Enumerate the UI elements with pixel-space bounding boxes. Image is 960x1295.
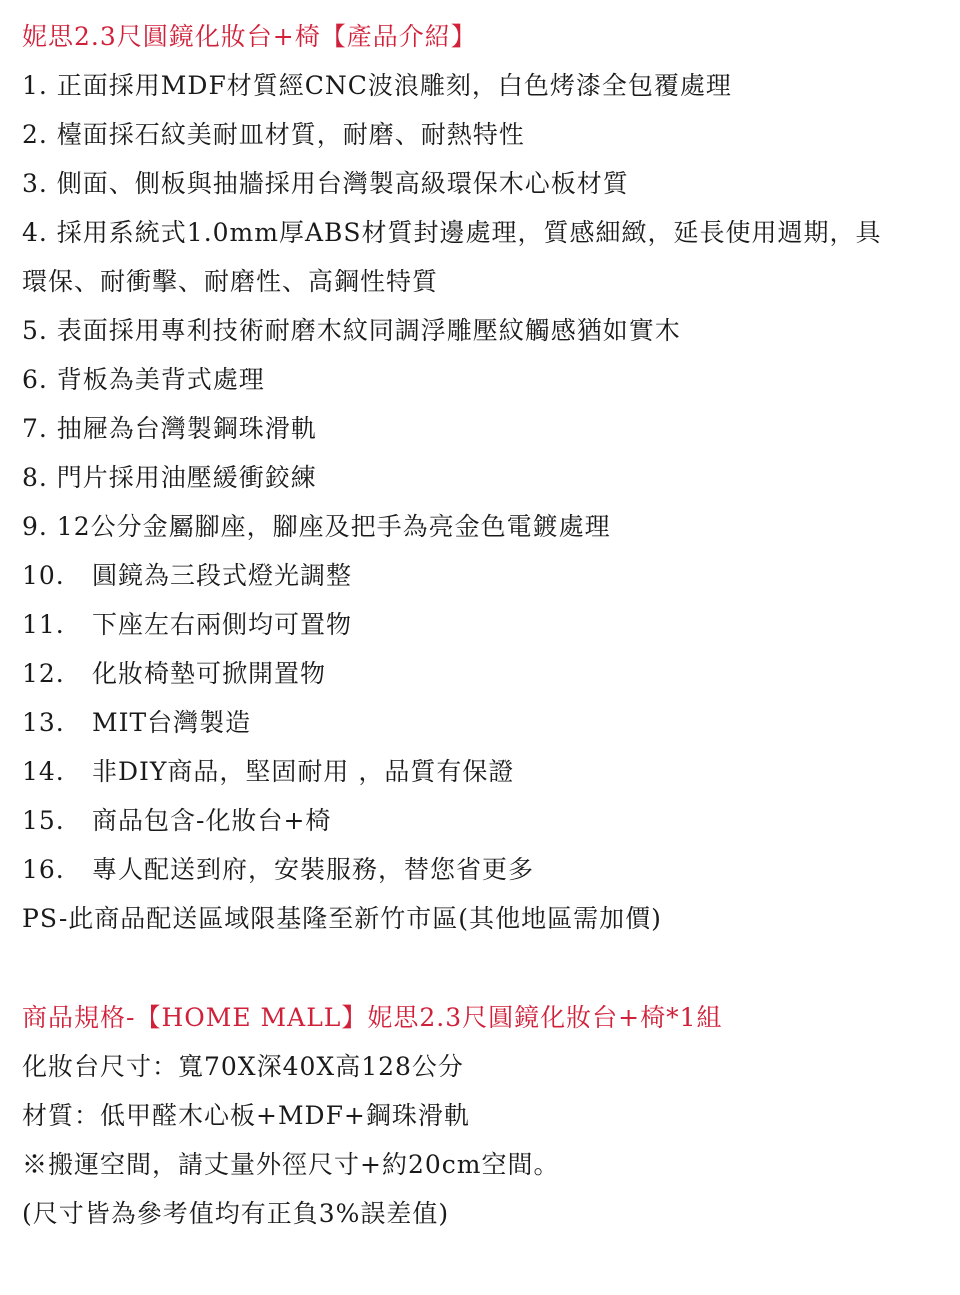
- feature-text: 下座左右兩側均可置物: [92, 610, 353, 639]
- feature-text: 專人配送到府，安裝服務，替您省更多: [92, 855, 535, 884]
- feature-number: 15.: [22, 806, 65, 835]
- feature-line: [22, 796, 942, 845]
- feature-line: 3. 側面、側板與抽牆採用台灣製高級環保木心板材質: [22, 169, 629, 198]
- feature-line: [22, 845, 942, 894]
- feature-text: MIT台灣製造: [92, 708, 252, 737]
- spec-line: 材質：低甲醛木心板+MDF+鋼珠滑軌: [22, 1101, 470, 1130]
- spec-line: ※搬運空間，請丈量外徑尺寸+約20cm空間。: [22, 1150, 560, 1179]
- feature-line: 7. 抽屜為台灣製鋼珠滑軌: [22, 414, 317, 443]
- feature-number: 11.: [22, 610, 65, 639]
- spec-line: (尺寸皆為參考值均有正負3%誤差值): [22, 1199, 450, 1228]
- feature-line: [22, 551, 942, 600]
- spec-heading: 商品規格-【HOME MALL】妮思2.3尺圓鏡化妝台+椅*1組: [22, 1003, 723, 1032]
- product-description: [22, 12, 942, 1238]
- feature-number: 13.: [22, 708, 65, 737]
- ps-note: PS-此商品配送區域限基隆至新竹市區(其他地區需加價): [22, 904, 662, 933]
- feature-line: 2. 檯面採石紋美耐皿材質，耐磨、耐熱特性: [22, 120, 525, 149]
- spec-line: 化妝台尺寸：寬70X深40X高128公分: [22, 1052, 464, 1081]
- feature-text: 商品包含-化妝台+椅: [92, 806, 332, 835]
- feature-line: [22, 747, 942, 796]
- feature-line: [22, 698, 942, 747]
- feature-line: 4. 採用系統式1.0mm厚ABS材質封邊處理，質感細緻，延長使用週期，具: [22, 218, 882, 247]
- feature-text: 化妝椅墊可掀開置物: [92, 659, 327, 688]
- feature-line: 9. 12公分金屬腳座，腳座及把手為亮金色電鍍處理: [22, 512, 611, 541]
- spacer: [22, 943, 942, 992]
- feature-text: 非DIY商品，堅固耐用 ，品質有保證: [92, 757, 515, 786]
- feature-line: 6. 背板為美背式處理: [22, 365, 265, 394]
- feature-line: [22, 600, 942, 649]
- feature-number: 16.: [22, 855, 65, 884]
- feature-line: 5. 表面採用專利技術耐磨木紋同調浮雕壓紋觸感猶如實木: [22, 316, 681, 345]
- feature-line-continued: 環保、耐衝擊、耐磨性、高鋼性特質: [22, 267, 439, 296]
- feature-line: 8. 門片採用油壓緩衝鉸練: [22, 463, 317, 492]
- feature-line: 1. 正面採用MDF材質經CNC波浪雕刻，白色烤漆全包覆處理: [22, 71, 732, 100]
- feature-number: 10.: [22, 561, 65, 590]
- intro-heading: 妮思2.3尺圓鏡化妝台+椅【產品介紹】: [22, 22, 477, 51]
- feature-number: 12.: [22, 659, 65, 688]
- feature-number: 14.: [22, 757, 65, 786]
- spec-section: [22, 993, 942, 1238]
- feature-line: [22, 649, 942, 698]
- feature-text: 圓鏡為三段式燈光調整: [92, 561, 353, 590]
